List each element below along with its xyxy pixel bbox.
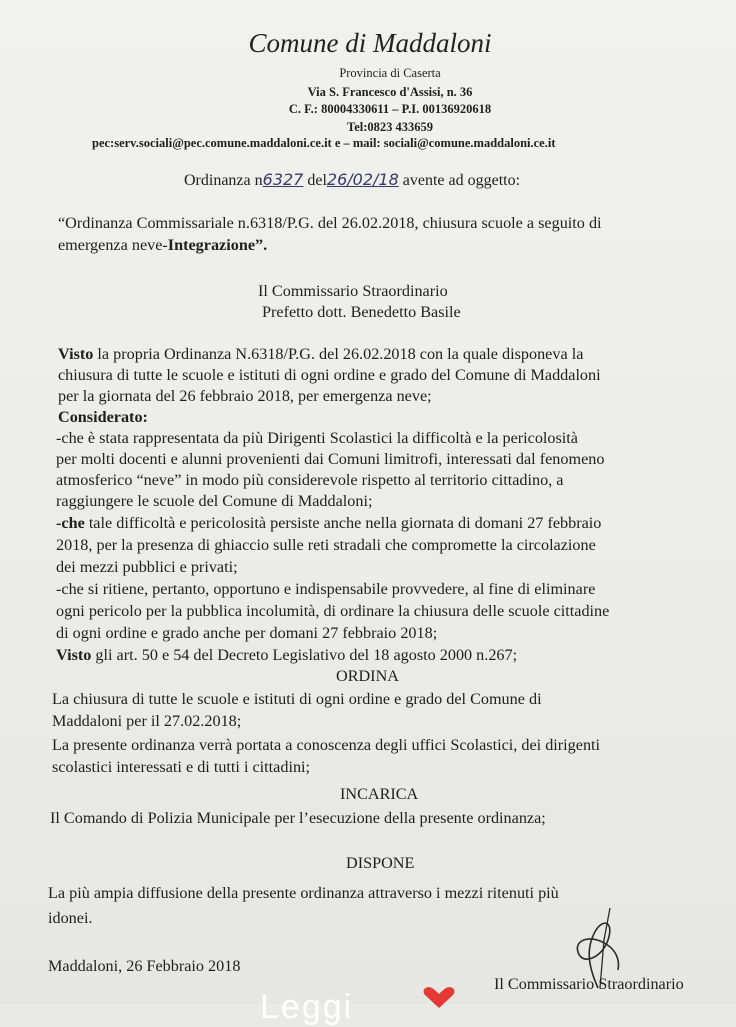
incarica-line-1: Il Comando di Polizia Municipale per l’esecuzione della presente ordinanza;: [50, 809, 546, 827]
visto1-line-1: [58, 344, 583, 365]
dispone-heading: DISPONE: [346, 854, 415, 872]
ordina-line-2: Maddaloni per il 27.02.2018;: [52, 712, 242, 730]
ordina-line-1: La chiusura di tutte le scuole e istituti di ogni ordine e grado del Comune di: [52, 690, 542, 708]
considerato-3-line-3: di ogni ordine e grado anche per domani 27 febbraio 2018;: [56, 624, 438, 642]
subject-line-2: [58, 235, 267, 256]
visto1-line-2: chiusura di tutte le scuole e istituti di ogni ordine e grado del Comune di Maddaloni: [58, 366, 601, 384]
ordinance-date: 26/02/18: [326, 170, 399, 189]
considerato-2-line-2: 2018, per la presenza di ghiaccio sulle reti stradali che compromette la circolazione: [56, 536, 596, 554]
considerato-3-line-2: ogni pericolo per la pubblica incolumità, di ordinare la chiusura delle scuole cittadine: [56, 602, 610, 620]
ordina-line-4: scolastici interessati e di tutti i cittadini;: [52, 758, 311, 776]
ordinance-number: 6327: [262, 170, 304, 189]
ordinance-prefix: Ordinanza n: [184, 172, 263, 189]
visto1-text: la propria Ordinanza N.6318/P.G. del 26.02.2018 con la quale disponeva la: [93, 345, 584, 363]
pec-email-line: pec:serv.sociali@pec.comune.maddaloni.ce.it e – mail: sociali@comune.maddaloni.ce.it: [92, 136, 556, 150]
visto2-line: [56, 645, 517, 666]
visto1-line-3: per la giornata del 26 febbraio 2018, per emergenza neve;: [58, 387, 432, 405]
dispone-line-2: idonei.: [48, 909, 93, 927]
subject-prefix: emergenza neve-: [58, 236, 168, 254]
considerato-1-line-3: atmosferico “neve” in modo più considerevole rispetto al territorio cittadino, a: [56, 471, 564, 489]
heart-icon: [422, 986, 456, 1008]
ordinance-suffix: avente ad oggetto:: [402, 172, 521, 189]
considerato-3-line-1: -che si ritiene, pertanto, opportuno e indispensabile provvedere, al fine di eliminare: [56, 580, 596, 598]
place-date: Maddaloni, 26 Febbraio 2018: [48, 957, 241, 975]
incarica-heading: INCARICA: [340, 785, 419, 803]
considerato-2-text: tale difficoltà e pericolosità persiste anche nella giornata di domani 27 febbraio: [84, 514, 602, 532]
read-more-overlay[interactable]: Leggi: [260, 988, 354, 1026]
address-line: Via S. Francesco d'Assisi, n. 36: [307, 85, 473, 99]
considerato-1-line-2: per molti docenti e alunni provenienti dai Comuni limitrofi, interessati dal fenomeno: [56, 450, 605, 468]
considerato-bold: Considerato:: [58, 408, 148, 426]
province-line: Provincia di Caserta: [339, 66, 441, 80]
considerato-2-line-1: [56, 513, 601, 534]
ordinance-number-line: [184, 170, 520, 190]
authority-line-2: Prefetto dott. Benedetto Basile: [262, 303, 461, 321]
signature-title: Il Commissario Straordinario: [494, 975, 684, 993]
considerato-heading: [58, 407, 148, 428]
visto2-text: gli art. 50 e 54 del Decreto Legislativo del 18 agosto 2000 n.267;: [91, 646, 518, 664]
telephone-line: Tel:0823 433659: [347, 120, 433, 134]
subject-bold: Integrazione: [167, 236, 256, 254]
considerato-1-line-1: -che è stata rappresentata da più Dirigenti Scolastici la difficoltà e la pericolosità: [56, 429, 578, 447]
visto1-bold: Visto: [58, 345, 94, 363]
visto2-bold: Visto: [56, 646, 92, 664]
subject-suffix: ”.: [255, 236, 268, 254]
considerato-1-line-4: raggiungere le scuole del Comune di Maddaloni;: [56, 492, 373, 510]
dispone-line-1: La più ampia diffusione della presente ordinanza attraverso i mezzi ritenuti più: [48, 884, 559, 902]
fiscal-code-line: C. F.: 80004330611 – P.I. 00136920618: [288, 102, 492, 116]
ordinance-del: del: [307, 172, 327, 189]
municipality-title: Comune di Maddaloni: [248, 28, 492, 58]
considerato-2-line-3: dei mezzi pubblici e privati;: [56, 558, 238, 576]
subject-line-1: “Ordinanza Commissariale n.6318/P.G. del 26.02.2018, chiusura scuole a seguito di: [58, 214, 602, 232]
authority-line-1: Il Commissario Straordinario: [258, 282, 448, 300]
ordina-line-3: La presente ordinanza verrà portata a conoscenza degli uffici Scolastici, dei dirigenti: [52, 736, 601, 754]
ordina-heading: ORDINA: [336, 667, 399, 685]
considerato-2-bold: -che: [56, 514, 85, 532]
